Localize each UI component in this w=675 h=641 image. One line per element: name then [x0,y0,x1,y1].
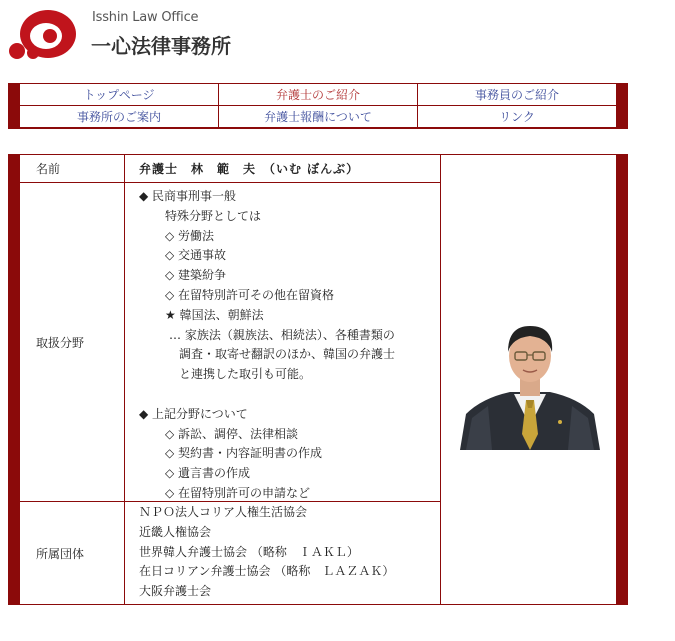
name-value: 弁護士 林 範 夫 （いむ ぼんぶ） [125,155,440,182]
area-line: ◇ 在留特別許可その他在留資格 [165,287,335,302]
nav-lawyer-intro[interactable]: 弁護士のご紹介 [219,84,417,105]
practice-areas [139,187,439,499]
area-line: … 家族法（親族法、相続法）、各種書類の [169,327,395,342]
nav-staff-intro[interactable]: 事務員のご紹介 [418,84,616,105]
area-line: ◇ 遺言書の作成 [165,466,251,481]
org-line: 世界韓人弁護士協会 （略称 ＩＡＫＬ） [139,544,359,559]
office-name-en: Isshin Law Office [92,10,199,25]
main-nav [8,83,628,129]
organizations [139,503,439,603]
area-line: 特殊分野としては [165,208,262,223]
org-label: 所属団体 [20,502,124,604]
nav-links[interactable]: リンク [418,106,616,127]
org-line: ＮＰＯ法人コリア人権生活協会 [139,505,308,519]
org-line: 大阪弁護士会 [139,584,212,599]
office-name-jp: 一心法律事務所 [91,34,231,58]
area-line: ◆ 上記分野について [139,406,248,421]
area-line: と連携した取引も可能。 [179,367,312,382]
profile-table [8,154,628,605]
area-line: ◆ 民商事刑事一般 [139,189,237,203]
area-line: ◇ 契約書・内容証明書の作成 [165,446,323,461]
area-line: ★ 韓国法、朝鮮法 [165,307,264,322]
area-line: 調査・取寄せ翻訳のほか、韓国の弁護士 [179,347,396,362]
lawyer-portrait-photo [452,314,608,450]
area-line: ◇ 交通事故 [165,248,227,263]
logo-icon [6,6,78,62]
org-line: 近畿人権協会 [139,524,212,539]
area-line: ◇ 建築紛争 [165,268,227,283]
org-line: 在日コリアン弁護士協会 （略称 ＬＡＺＡＫ） [139,564,395,579]
nav-office-guide[interactable]: 事務所のご案内 [20,106,218,127]
name-label: 名前 [20,155,124,182]
area-line: ◇ 労働法 [165,228,215,243]
nav-fees[interactable]: 弁護士報酬について [219,106,417,127]
area-spacer [139,385,439,405]
nav-top-page[interactable]: トップページ [20,84,218,105]
areas-label: 取扱分野 [20,183,124,501]
area-line: ◇ 訴訟、調停、法律相談 [165,426,299,441]
area-line: ◇ 在留特別許可の申請など [165,485,311,500]
